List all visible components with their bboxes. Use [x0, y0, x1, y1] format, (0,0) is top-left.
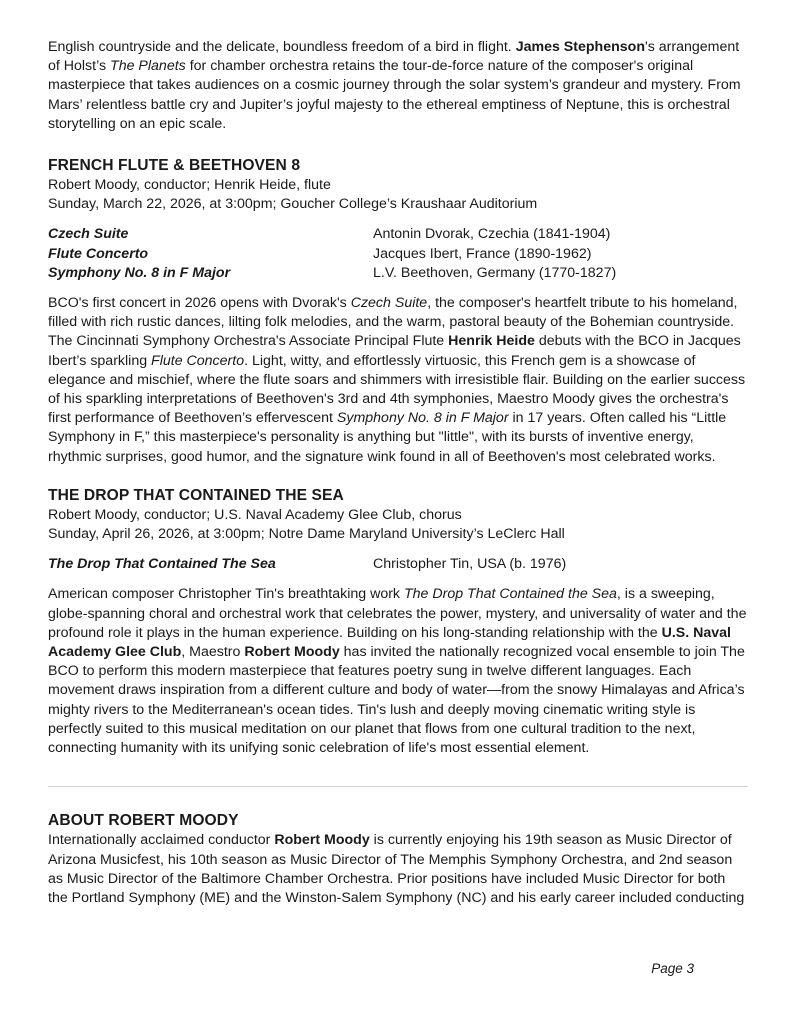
text: , is a sweeping, globe-spanning choral and orchestral work that celebrates the power, mystery, and universality of water and the profound role it plays in the human experience. Building on his long-standing relationship with the: [48, 586, 747, 641]
italic-title: Flute Concerto: [151, 352, 245, 369]
bold-name: Robert Moody: [244, 644, 340, 661]
text: in 17 years. Often called his “Little Symphony in F,” this masterpiece's personality is anything but "little", with its bursts of inventive energy, rhythmic surprises, good humor, and the signature wink found in all of Beethoven's most celebrated works.: [48, 410, 727, 465]
text: Internationally acclaimed conductor: [48, 832, 275, 849]
concert-1-program: [48, 225, 748, 283]
italic-title: Czech Suite: [350, 295, 428, 312]
intro-paragraph: [48, 38, 748, 134]
concert-1-date-venue: Sunday, March 22, 2026, at 3:00pm; Goucher College’s Kraushaar Auditorium: [48, 196, 538, 213]
text: English countryside and the delicate, boundless freedom of a bird in flight.: [48, 39, 516, 55]
bold-name: James Stephenson: [515, 39, 645, 55]
concert-1-description: [48, 294, 748, 467]
section-divider: [48, 786, 748, 787]
italic-title: Symphony No. 8 in F Major: [336, 410, 509, 427]
text: 's arrangement of Holst’s: [48, 39, 740, 75]
concert-2-program: [48, 555, 748, 574]
text: , the composer's heartfelt tribute to his homeland, filled with rich rustic dances, lilting folk melodies, and the warm, pastoral beauty of the Bohemian countryside. The Cincinnati Symphony Orchestra's Associate Principal Flute: [48, 295, 738, 350]
concert-1-performers: Robert Moody, conductor; Henrik Heide, flute: [48, 177, 331, 194]
program-composer: Christopher Tin, USA (b. 1976): [373, 556, 567, 573]
program-row: [48, 245, 748, 264]
program-composer: L.V. Beethoven, Germany (1770-1827): [373, 264, 617, 281]
concert-2-date-venue: Sunday, April 26, 2026, at 3:00pm; Notre Dame Maryland University’s LeClerc Hall: [48, 526, 565, 543]
text: . Light, witty, and effortlessly virtuosic, this French gem is a showcase of elegance and mischief, where the flute soars and shimmers with irresistible flair. Building on the earlier success of his sparkling interpretations of Beethoven's 3rd and 4th symphonies, Maestro Moody gives the orchestra's first performance of Beethoven’s effervescent: [48, 352, 746, 427]
text: , Maestro: [181, 644, 245, 661]
about-paragraph: [48, 831, 748, 908]
program-row: [48, 555, 748, 574]
text: debuts with the BCO in Jacques Ibert’s sparkling: [48, 333, 741, 369]
bold-name: U.S. Naval Academy Glee Club: [48, 624, 732, 661]
about-title: ABOUT ROBERT MOODY: [48, 812, 239, 830]
text: American composer Christopher Tin's breathtaking work: [48, 586, 404, 603]
program-composer: Antonin Dvorak, Czechia (1841-1904): [373, 226, 611, 243]
italic-title: The Drop That Contained the Sea: [403, 586, 617, 603]
bold-name: Robert Moody: [274, 832, 370, 849]
concert-2-description: [48, 585, 748, 758]
page-content: [48, 38, 748, 908]
concert-2-title: THE DROP THAT CONTAINED THE SEA: [48, 486, 344, 504]
program-composer: Jacques Ibert, France (1890-1962): [373, 245, 592, 262]
text: is currently enjoying his 19th season as Music Director of Arizona Musicfest, his 10th season as Music Director of The Memphis Symphony Orchestra, and 2nd season as Music Director of the Baltimore Chamber Orchestra. Prior positions have included Music Director for both the Portland Symphony (ME) and the Winston-Salem Symphony (NC) and his early career included conducting: [48, 832, 745, 906]
italic-title: The Planets: [110, 58, 186, 75]
text: has invited the nationally recognized vocal ensemble to join The BCO to perform this modern masterpiece that features poetry sung in twelve different languages. Each movement draws inspiration from a different culture and body of water—from the snowy Himalayas and Africa’s mighty rivers to the Mediterranean's ocean tides. Tin's lush and deeply moving cinematic writing style is perfectly suited to this musical meditation on our planet that flows from one cultural tradition to the next, connecting humanity with its unifying sonic celebration of life's most essential element.: [48, 644, 745, 757]
program-work: Flute Concerto: [48, 245, 149, 262]
program-row: [48, 225, 748, 244]
program-row: [48, 264, 748, 283]
program-work: Czech Suite: [48, 226, 129, 243]
page-number: Page 3: [651, 961, 694, 976]
concert-2-performers: Robert Moody, conductor; U.S. Naval Academy Glee Club, chorus: [48, 506, 462, 523]
text: for chamber orchestra retains the tour-de-force nature of the composer's original masterpiece that takes audiences on a cosmic journey through the solar system’s grandeur and mystery. From Mars’ relentless battle cry and Jupiter’s joyful majesty to the ethereal emptiness of Neptune, this is orchestral storytelling on an epic scale.: [48, 58, 741, 132]
program-work: Symphony No. 8 in F Major: [48, 264, 231, 281]
program-work: The Drop That Contained The Sea: [48, 556, 276, 573]
bold-name: Henrik Heide: [448, 333, 535, 350]
text: BCO's first concert in 2026 opens with Dvorak's: [48, 295, 351, 312]
concert-1-title: FRENCH FLUTE & BEETHOVEN 8: [48, 157, 301, 175]
